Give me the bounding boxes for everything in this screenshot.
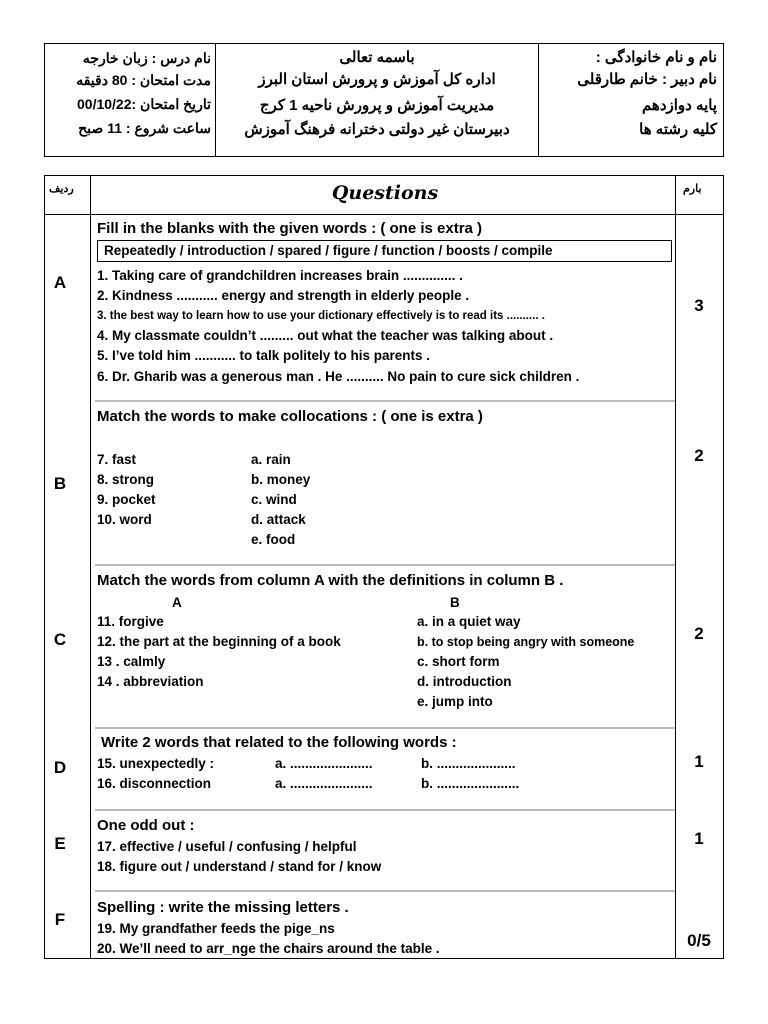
course-name: نام درس : زبان خارجه — [82, 50, 211, 66]
answer-blank: a. ...................... — [275, 756, 373, 771]
section-separator — [95, 890, 675, 892]
teacher-name: نام دبیر : خانم طارقلی — [577, 71, 717, 88]
definition-option: e. jump into — [417, 694, 493, 709]
collocation-word: 10. word — [97, 512, 152, 527]
questions-column-header: Questions — [331, 182, 439, 204]
school-name: دبیرستان غیر دولتی دخترانه فرهنگ آموزش — [244, 121, 510, 138]
answer-blank: b. ...................... — [421, 776, 520, 791]
word-prompt: 15. unexpectedly : — [97, 756, 215, 771]
exam-duration: مدت امتحان : 80 دقیقه — [76, 72, 211, 88]
student-name-label: نام و نام خانوادگی : — [595, 49, 717, 66]
word-box — [97, 240, 672, 262]
header-row-divider — [45, 214, 723, 215]
education-office: اداره کل آموزش و پرورش استان البرز — [258, 71, 496, 88]
section-letter: D — [53, 758, 67, 777]
collocation-option: a. rain — [251, 452, 291, 467]
question-item: 4. My classmate couldn’t ......... out what the teacher was talking about . — [97, 328, 554, 343]
section-mark: 1 — [694, 752, 704, 771]
question-item: 5. I’ve told him ........... to talk politely to his parents . — [97, 348, 431, 363]
section-separator — [95, 727, 675, 729]
definition-option: c. short form — [417, 654, 500, 669]
section-mark: 3 — [694, 296, 704, 315]
section-separator — [95, 564, 675, 566]
answer-blank: b. ..................... — [421, 756, 516, 771]
exam-date: تاریخ امتحان :00/10/22 — [77, 96, 211, 112]
question-item: 3. the best way to learn how to use your dictionary effectively is to read its .......... . — [97, 310, 545, 322]
section-letter: C — [53, 630, 67, 649]
column-b-label: B — [450, 595, 460, 610]
section-title: Fill in the blanks with the given words : ( one is extra ) — [97, 220, 483, 237]
grade-level: پایه دوازدهم — [641, 97, 717, 114]
section-letter: F — [54, 910, 66, 929]
answer-blank: a. ...................... — [275, 776, 373, 791]
section-letter: E — [54, 834, 66, 853]
collocation-word: 9. pocket — [97, 492, 156, 507]
questions-table — [44, 175, 724, 959]
odd-one-out-item: 18. figure out / understand / stand for / know — [97, 859, 382, 874]
section-title: Match the words to make collocations : ( one is extra ) — [97, 408, 483, 425]
collocation-option: d. attack — [251, 512, 306, 527]
spelling-item: 19. My grandfather feeds the pige_ns — [97, 921, 335, 936]
column-divider — [90, 176, 91, 958]
question-item: 6. Dr. Gharib was a generous man . He .......... No pain to cure sick children . — [97, 369, 580, 384]
section-mark: 2 — [694, 624, 704, 643]
odd-one-out-item: 17. effective / useful / confusing / helpful — [97, 839, 357, 854]
word-list: Repeatedly / introduction / spared / figure / function / boosts / compile — [104, 243, 553, 258]
exam-header — [44, 43, 724, 157]
definition-word: 13 . calmly — [97, 654, 166, 669]
definition-word: 12. the part at the beginning of a book — [97, 634, 341, 649]
section-title: Match the words from column A with the definitions in column B . — [97, 572, 564, 589]
definition-option: d. introduction — [417, 674, 512, 689]
definition-option: b. to stop being angry with someone — [417, 635, 635, 649]
definition-option: a. in a quiet way — [417, 614, 521, 629]
question-item: 1. Taking care of grandchildren increases brain .............. . — [97, 268, 463, 283]
section-title: Write 2 words that related to the following words : — [101, 734, 457, 751]
district-office: مدیریت آموزش و پرورش ناحیه 1 کرج — [259, 97, 495, 114]
section-mark: 1 — [694, 829, 704, 848]
section-title: One odd out : — [97, 817, 195, 834]
section-separator — [95, 400, 675, 402]
collocation-option: e. food — [251, 532, 296, 547]
column-divider — [675, 176, 676, 958]
start-time: ساعت شروع : 11 صبح — [78, 120, 211, 136]
section-title: Spelling : write the missing letters . — [97, 899, 349, 916]
header-divider — [538, 44, 539, 156]
section-mark: 2 — [694, 446, 704, 465]
collocation-option: c. wind — [251, 492, 297, 507]
definition-word: 14 . abbreviation — [97, 674, 204, 689]
collocation-option: b. money — [251, 472, 311, 487]
section-mark: 0/5 — [687, 931, 711, 950]
column-a-label: A — [172, 595, 182, 610]
mark-column-header: بارم — [683, 183, 702, 195]
word-prompt: 16. disconnection — [97, 776, 212, 791]
definition-word: 11. forgive — [97, 614, 164, 629]
section-letter: B — [53, 474, 67, 493]
section-separator — [95, 809, 675, 811]
section-letter: A — [53, 273, 67, 292]
collocation-word: 8. strong — [97, 472, 155, 487]
question-item: 2. Kindness ........... energy and strength in elderly people . — [97, 288, 470, 303]
spelling-item: 20. We’ll need to arr_nge the chairs around the table . — [97, 941, 440, 956]
basmala: باسمه تعالی — [339, 49, 415, 66]
collocation-word: 7. fast — [97, 452, 137, 467]
row-column-header: ردیف — [49, 183, 74, 195]
field-of-study: کلیه رشته ها — [639, 121, 717, 138]
